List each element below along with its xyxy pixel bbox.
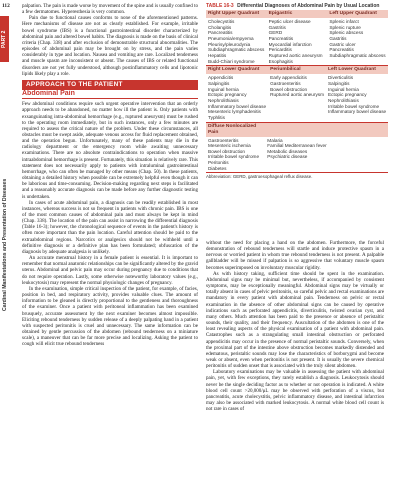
table-entry: Gastroenteritis [270, 80, 301, 86]
table-entry: Bowel obstruction [208, 148, 245, 154]
table-entry: Gastroenteritis [208, 137, 239, 143]
section-subheading: Abdominal Pain [22, 91, 198, 99]
paragraph: An accurate menstrual history in a female patient is essential. It is important to remember that normal anatomic relationships can be significantly altered by the gravid uterus. Abdominal and pelvic pain may occur during pregnancy due to conditions that do not require operation. Lastly, some otherwise noteworthy laboratory values (e.g., leukocytosis) may represent the normal physiologic changes of pregnancy. [22, 255, 198, 286]
table-entry: Cholangitis [208, 24, 232, 30]
table-cell [206, 18, 267, 65]
table-section [206, 123, 388, 174]
table-cell [329, 137, 388, 173]
table-entry: Mesenteric lymphadenitis [208, 109, 261, 115]
table-section [206, 10, 388, 66]
paragraph: Few abdominal conditions require such urgent operative intervention that an orderly approach needs to be abandoned, no matter how ill the patient is. Only patients with exsanguinating intra-abdominal hemorrhage (e.g., ruptured aneurysm) must be rushed to the operating room immediately, but in such instances, only a few minutes are required to assess the critical nature of the problem. Under these circumstances, all obstacles must be swept aside, adequate venous access for fluid replacement obtained, and the operation begun. Unfortunately, many of these patients may die in the radiology department or the emergency room while awaiting unnecessary examinations. There are no absolute contraindications to operation when massive intraabdominal hemorrhage is present. Fortunately, this situation is relatively rare. This statement does not necessarily apply to patients with intraluminal gastrointestinal hemorrhage, who can often be managed by other means (Chap. 50). In these patients, obtaining a detailed history when possible can be extremely helpful even though it can be laborious and time-consuming. Decision-making regarding next steps is facilitated and a reasonably accurate diagnosis can be made before any further diagnostic testing is undertaken. [22, 101, 198, 200]
table-column-header: Left Upper Quadrant [327, 10, 388, 18]
page-number: 112 [2, 3, 10, 9]
table-entry: Gastric ulcer [329, 41, 356, 47]
table-entry: Subdiaphragmatic abscess [329, 52, 386, 58]
table-entry: Pancreatitis [268, 35, 294, 41]
left-text-column [22, 3, 198, 347]
table-entry: Salpingitis [208, 80, 230, 86]
differential-diagnosis-table [206, 3, 388, 179]
paragraph: In the examination, simple critical inspection of the patient, for example, of facies, position in bed, and respiratory activity, provides valuable clues. The amount of information to be gleaned is directly proportional to the gentleness and thoroughness of the examiner. Once a patient with peritoneal inflammation has been examined brusquely, accurate assessment by the next examiner becomes almost impossible. Eliciting rebound tenderness by sudden release of a deeply palpating hand in a patient with suspected peritonitis is cruel and unnecessary. The same information can be obtained by gentle percussion of the abdomen (rebound tenderness on a miniature scale), a maneuver that can be far more precise and localizing. Asking the patient to cough will elicit true rebound tenderness [22, 285, 198, 348]
table-title [206, 3, 388, 9]
table-entry: Pancreatitis [208, 30, 233, 36]
table-entry: Irritable bowel syndrome [328, 103, 380, 109]
table-entry: Hepatitis [208, 52, 227, 58]
table-entry: Peritonitis [208, 160, 229, 166]
table-cell [206, 137, 265, 173]
table-entry: Diabetes [208, 165, 227, 171]
table-entry: Splenic abscess [329, 30, 364, 36]
table-entry: Ruptured aortic aneurysm [270, 92, 325, 98]
table-entry: Inguinal hernia [328, 86, 359, 92]
table-entry: Psychiatric disease [267, 154, 308, 160]
table-entry: Gastritis [268, 24, 286, 30]
table-entry: Gastritis [329, 35, 347, 41]
table-column-header [265, 123, 328, 137]
table-entry: Esophagitis [268, 58, 293, 64]
running-side-title: Cardinal Manifestations and Presentation of Diseases [2, 178, 8, 312]
table-label: TABLE 16-3 [206, 3, 234, 9]
paragraph: Laboratory examinations may be valuable in assessing the patient with abdominal pain, yet, with few exceptions, they rarely establish a diagnosis. Leukocytosis should never be the single deciding factor as to whether or not operation is indicated. A white blood cell count >20,000/μL may be observed with perforation of a viscus, but pancreatitis, acute cholecystitis, pelvic inflammatory disease, and intestinal infarction may also be associated with marked leukocytosis. A normal white blood cell count is not rare in cases of [206, 369, 384, 413]
table-entry: Inguinal hernia [208, 86, 239, 92]
table-entry: Irritable bowel syndrome [208, 154, 260, 160]
table-entry: Early appendicitis [270, 75, 307, 81]
table-cell [327, 18, 388, 65]
table-entry: Cholecystitis [208, 19, 235, 24]
table-entry: Myocardial infarction [268, 41, 312, 47]
table-body [206, 10, 388, 173]
table-entry: Inflammatory bowel disease [208, 103, 267, 109]
section-heading-bar: APPROACH TO THE PATIENT [22, 80, 198, 90]
paragraph: As with history taking, sufficient time should be spent in the examination. Abdominal signs may be minimal but, nevertheless, if accompanied by consistent symptoms, may be exceptionally meaningful. Abdominal signs may be virtually or totally absent in cases of pelvic peritonitis, so careful pelvic and rectal examinations are mandatory in every patient with abdominal pain. Tenderness on pelvic or rectal examination in the absence of other abdominal signs can be caused by operative indications such as perforated appendicitis, diverticulitis, twisted ovarian cyst, and many others. Much attention has been paid to the presence or absence of peristaltic sounds, their quality, and their frequency. Auscultation of the abdomen is one of the least revealing aspects of the physical examination of a patient with abdominal pain. Catastrophes such as a strangulating small intestinal obstruction or perforated appendicitis may occur in the presence of normal peristaltic sounds. Conversely, when the proximal part of the intestine above obstruction becomes markedly distended and edematous, peristaltic sounds may lose the characteristics of borborygmi and become weak or absent, even when peritonitis is not present. It is usually the severe chemical peritonitis of sudden onset that is associated with the truly silent abdomen. [206, 270, 384, 370]
table-column-header: Diffuse Nonlocalized Pain [206, 123, 265, 137]
table-entry: Pancreatitis [329, 47, 354, 53]
paragraph: Pain due to functional causes conforms to none of the aforementioned patterns. Here mechanisms of disease are not as clearly established. For example, irritable bowel syndrome (IBS) is a functional gastrointestinal disorder characterized by abdominal pain and altered bowel habits. The diagnosis is made on the basis of clinical criteria (Chap. 338) and after exclusion of demonstrable structural abnormalities. The episodes of abdominal pain may be brought on by stress, and the pain varies considerably in type and location. Nausea and vomiting are rare. Localized tenderness and muscle spasm are inconsistent or absent. The causes of IBS or related functional disorders are not yet fully understood, although postinflammatory cells and lipotonic lipids likely play a role. [22, 15, 198, 77]
table-entry: Inflammatory bowel disease [328, 109, 387, 115]
table-entry: Splenic rupture [329, 24, 361, 30]
table-section [206, 66, 388, 122]
table-entry: Splenic infarct [329, 19, 359, 24]
table-column-header: Periumbilical [268, 66, 326, 74]
table-entry: Familial Mediterranean fever [267, 143, 327, 149]
table-entry: Salpingitis [328, 80, 350, 86]
table-column-header: Right Upper Quadrant [206, 10, 267, 18]
table-entry: Peptic ulcer disease [268, 19, 311, 24]
table-cell [267, 18, 328, 65]
right-text-column [206, 240, 384, 412]
table-entry: Appendicitis [208, 75, 234, 81]
part-tab: PART 2 [0, 16, 9, 62]
table-entry: Diverticulitis [328, 75, 354, 81]
table-entry: Mesenteric ischemia [208, 143, 251, 149]
table-cell [265, 137, 328, 173]
table-column-header: Left Lower Quadrant [326, 66, 388, 74]
table-entry: Ectopic pregnancy [328, 92, 367, 98]
table-entry: Nephrolithiasis [328, 97, 359, 103]
table-entry: Ectopic pregnancy [208, 92, 247, 98]
table-cell [268, 74, 326, 121]
table-column-header: Epigastric [267, 10, 328, 18]
table-entry: Typhlitis [208, 114, 225, 120]
table-entry: Ruptured aortic aneurysm [268, 52, 323, 58]
table-entry: Budd-Chiari syndrome [208, 58, 255, 64]
table-entry: Nephrolithiasis [208, 97, 239, 103]
paragraph: without the need for placing a hand on the abdomen. Furthermore, the forceful demonstration of rebound tenderness will startle and induce protective spasm in a nervous or worried patient in whom true rebound tenderness is not present. A palpable gallbladder will be missed if palpation is so aggressive that voluntary muscle spasm becomes superimposed on involuntary muscular rigidity. [206, 240, 384, 271]
table-column-header [329, 123, 388, 137]
paragraph: In cases of acute abdominal pain, a diagnosis can be readily established in most instances, whereas success is not so frequent in patients with chronic pain. IBS is one of the most common causes of abdominal pain and must always be kept in mind (Chap. 338). The location of the pain can assist in narrowing the differential diagnosis (Table 16-3); however, the chronological sequence of events in the patient's history is often more important than the pain location. Careful attention should be paid to the extraabdominal regions. Narcotics or analgesics should not be withheld until a definitive diagnosis or a definitive plan has been formulated; obfuscation of the diagnosis by adequate analgesia is unlikely. [22, 199, 198, 255]
table-footnote: Abbreviation: GERD, gastroesophageal reflux disease. [206, 174, 313, 180]
table-cell [326, 74, 388, 121]
table-entry: GERD [268, 30, 283, 36]
table-entry: Bowel obstruction [270, 86, 308, 92]
table-entry: Malaria [267, 137, 283, 143]
table-entry: Pneumonia/empyema [208, 35, 254, 41]
table-entry: Metabolic diseases [267, 148, 308, 154]
table-entry: Pericarditis [268, 47, 292, 53]
table-entry: Subdiaphragmatic abscess [208, 47, 265, 53]
table-column-header: Right Lower Quadrant [206, 66, 268, 74]
table-cell [206, 74, 268, 121]
table-caption: Differential Diagnoses of Abdominal Pain by Usual Location [237, 3, 380, 9]
table-entry: Pleurisy/pleurodynia [208, 41, 251, 47]
paragraph: palpation. The pain is made worse by movement of the spine and is usually confined to a few dermatomes. Hyperesthesia is very common. [22, 3, 198, 16]
